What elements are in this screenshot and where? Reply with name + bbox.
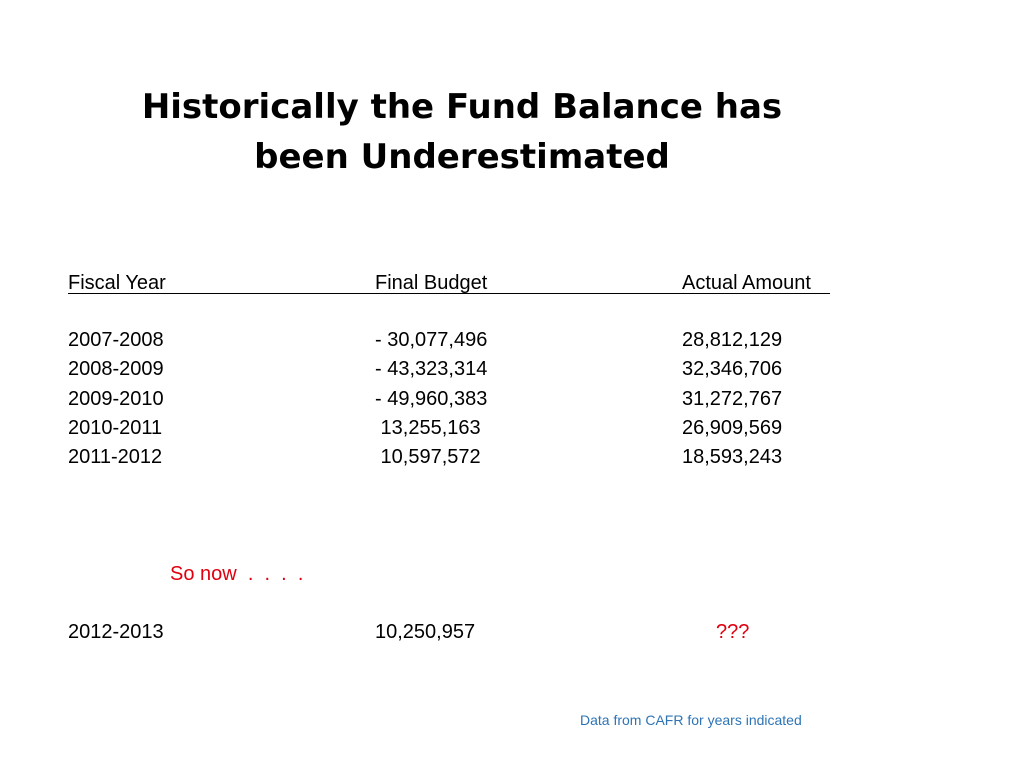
row-actual-amount: 28,812,129 — [682, 329, 783, 351]
row-final-budget: - 49,960,383 — [375, 388, 488, 410]
row-actual-amount: 18,593,243 — [682, 446, 783, 468]
header-fiscal-year: Fiscal Year — [68, 272, 166, 294]
projection-year: 2012-2013 — [68, 621, 164, 643]
transition-text: So now . . . . — [170, 563, 304, 585]
row-year: 2010-2011 — [68, 417, 163, 439]
source-note: Data from CAFR for years indicated — [580, 712, 802, 728]
row-final-budget: - 30,077,496 — [375, 329, 488, 351]
row-final-budget: 13,255,163 — [375, 417, 481, 439]
row-year: 2007-2008 — [68, 329, 164, 351]
row-year: 2008-2009 — [68, 358, 164, 380]
row-year: 2011-2012 — [68, 446, 163, 468]
header-underline — [68, 293, 830, 294]
row-actual-amount: 31,272,767 — [682, 388, 783, 410]
title-line-1: Historically the Fund Balance has — [141, 87, 783, 127]
projection-actual-unknown: ??? — [716, 621, 750, 643]
row-year: 2009-2010 — [68, 388, 164, 410]
title-line-2: been Underestimated — [254, 137, 670, 177]
projection-final-budget: 10,250,957 — [375, 621, 476, 643]
row-actual-amount: 26,909,569 — [682, 417, 783, 439]
header-final-budget: Final Budget — [375, 272, 488, 294]
row-final-budget: - 43,323,314 — [375, 358, 488, 380]
header-actual-amount: Actual Amount — [682, 272, 811, 294]
slide-title — [100, 82, 824, 182]
row-final-budget: 10,597,572 — [375, 446, 481, 468]
row-actual-amount: 32,346,706 — [682, 358, 783, 380]
